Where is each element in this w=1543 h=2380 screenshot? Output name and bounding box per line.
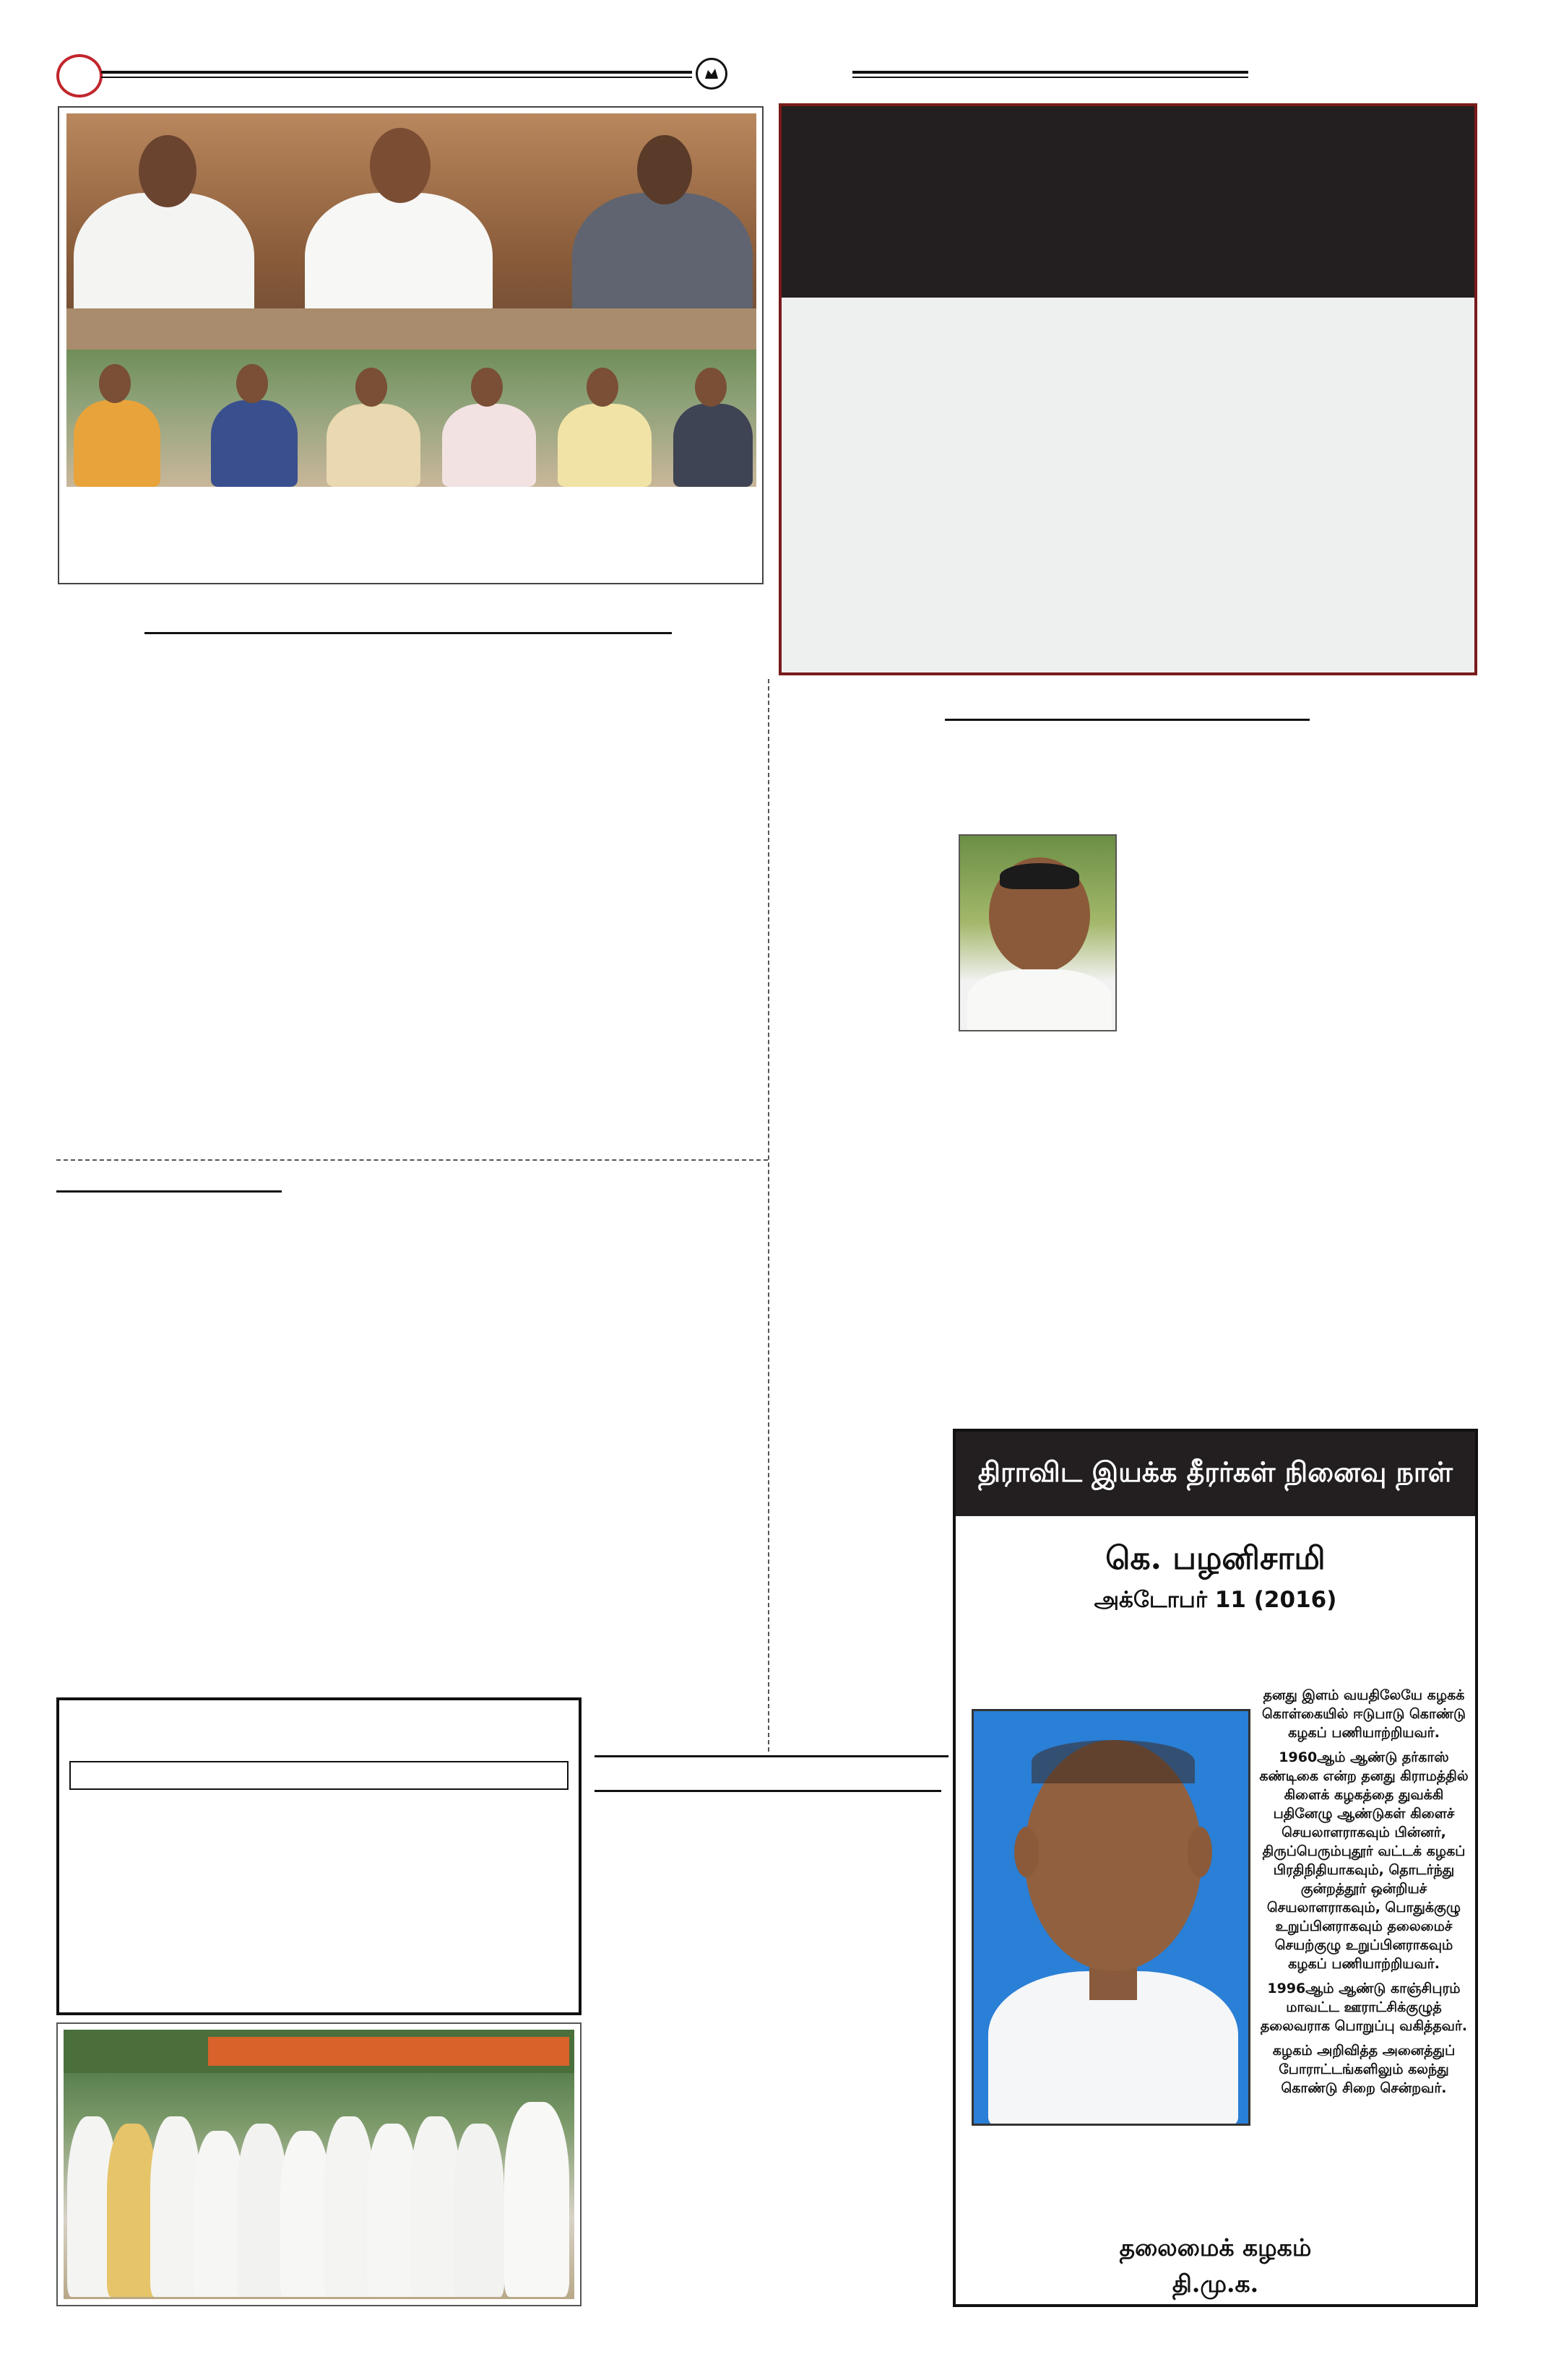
group-photo: [56, 2022, 582, 2306]
header-rule-right-thin: [852, 77, 1248, 78]
memorial-bio-para-3: 1996ஆம் ஆண்டு காஞ்சிபுரம் மாவட்ட ஊராட்சிக்குழுத் தலைவராக பொறுப்பு வகித்தவர்.: [1260, 1981, 1468, 2034]
notice-box: [56, 1697, 582, 2015]
portrait-photo: [959, 834, 1117, 1031]
meeting-photo-frame: [58, 106, 764, 584]
boxed-article: [779, 103, 1477, 675]
memorial-footer-org: தலைமைக் கழகம்: [1119, 2233, 1312, 2262]
section-divider: [56, 1159, 768, 1161]
memorial-footer-party: தி.மு.க.: [1172, 2269, 1259, 2298]
meeting-photo-top: [66, 113, 756, 350]
memorial-name: கெ. பழனிசாமி: [1105, 1540, 1326, 1577]
bottom-rule-2: [595, 1790, 941, 1792]
header-rule-thin: [101, 77, 692, 78]
memorial-photo: [972, 1709, 1250, 2126]
column-divider: [768, 679, 769, 1752]
notice-box-inner-bar: [69, 1761, 569, 1790]
section-title-rule: [56, 1190, 282, 1193]
memorial-bio-para-2: 1960ஆம் ஆண்டு தர்காஸ் கண்டிகை என்ற தனது கிராமத்தில் கிளைக் கழகத்தை துவக்கி பதினேழு ஆண்டுகள் கிளைச் செயலாளராகவும் பின்னர், திருப்பெரும்புதூர் வட்டக் கழகப் பிரதிநிதியாகவும், தொடர்ந்து குன்றத்தூர் ஒன்றியச் செயலாளராகவும், பொதுக்குழு உறுப்பினராகவும் தலைமைச் செயற்குழு உறுப்பினராகவும் கழகப் பணியாற்றியவர்.: [1259, 1749, 1469, 1972]
memorial-notice: [953, 1429, 1478, 2307]
page-number-circle: [56, 54, 103, 98]
masthead-emblem-icon: [696, 58, 727, 90]
right-headline-rule: [945, 719, 1310, 721]
header-rule: [101, 71, 692, 74]
memorial-date: அக்டோபர் 11 (2016): [1094, 1587, 1337, 1613]
memorial-bio: [1259, 1686, 1469, 2098]
memorial-bio-para-4: கழகம் அறிவித்த அனைத்துப் போராட்டங்களிலும் கலந்து கொண்டு சிறை சென்றவர்.: [1272, 2043, 1456, 2096]
memorial-banner: [956, 1432, 1475, 1516]
meeting-photo-bottom: [66, 350, 756, 487]
memorial-bio-para-1: தனது இளம் வயதிலேயே கழகக் கொள்கையில் ஈடுபாடு கொண்டு கழகப் பணியாற்றியவர்.: [1261, 1687, 1466, 1741]
left-headline-rule: [144, 632, 672, 634]
bottom-rule-1: [595, 1755, 948, 1757]
memorial-banner-title: திராவிட இயக்க தீரர்கள் நினைவு நாள்: [977, 1455, 1453, 1488]
header-rule-right: [852, 71, 1248, 74]
boxed-article-header: [782, 106, 1474, 298]
